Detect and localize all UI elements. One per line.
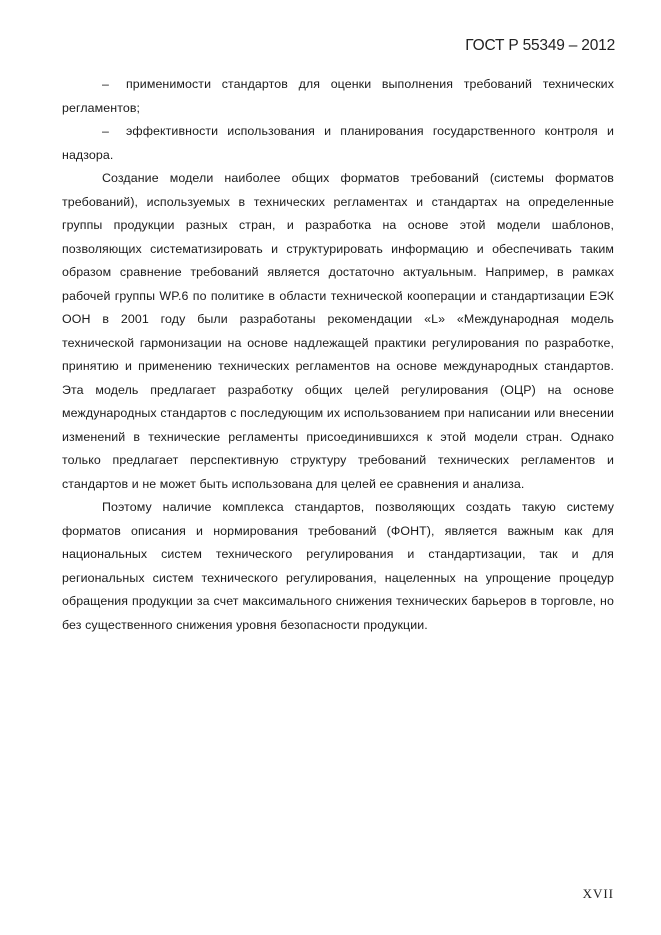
document-header: ГОСТ Р 55349 – 2012	[465, 37, 615, 54]
bullet-item	[62, 120, 614, 167]
bullet-text: эффективности использования и планирования государственного контроля и надзора.	[62, 124, 614, 162]
bullet-item	[62, 73, 614, 120]
page-number: XVII	[582, 886, 614, 901]
document-body	[62, 73, 614, 637]
paragraph: Поэтому наличие комплекса стандартов, позволяющих создать такую систему форматов описания и нормирования требований (ФОНТ), является важным как для национальных систем технического регулирования и стандартизации, так и для региональных систем технического регулирования, нацеленных на упрощение процедур обращения продукции за счет максимального снижения технических барьеров в торговле, но без существенного снижения уровня безопасности продукции.	[62, 500, 614, 632]
paragraph: Создание модели наиболее общих форматов требований (системы форматов требований), используемых в технических регламентах и стандартах на определенные группы продукции разных стран, и разработка на основе этой модели шаблонов, позволяющих систематизировать и структурировать информацию и обеспечивать таким образом сравнение требований является достаточно актуальным. Например, в рамках рабочей группы WP.6 по политике в области технической кооперации и стандартизации ЕЭК ООН в 2001 году были разработаны рекомендации «L» «Международная модель технической гармонизации на основе надлежащей практики регулирования по разработке, принятию и применению технических регламентов на основе международных стандартов. Эта модель предлагает разработку общих целей регулирования (ОЦР) на основе международных стандартов с последующим их использованием при написании или внесении изменений в технические регламенты присоединившихся к этой модели стран. Однако только предлагает перспективную структуру требований технических регламентов и стандартов и не может быть использована для целей ее сравнения и анализа.	[62, 171, 614, 491]
bullet-text: применимости стандартов для оценки выполнения требований технических регламентов;	[62, 77, 614, 115]
bullet-marker: –	[102, 77, 109, 91]
bullet-marker: –	[102, 124, 109, 138]
